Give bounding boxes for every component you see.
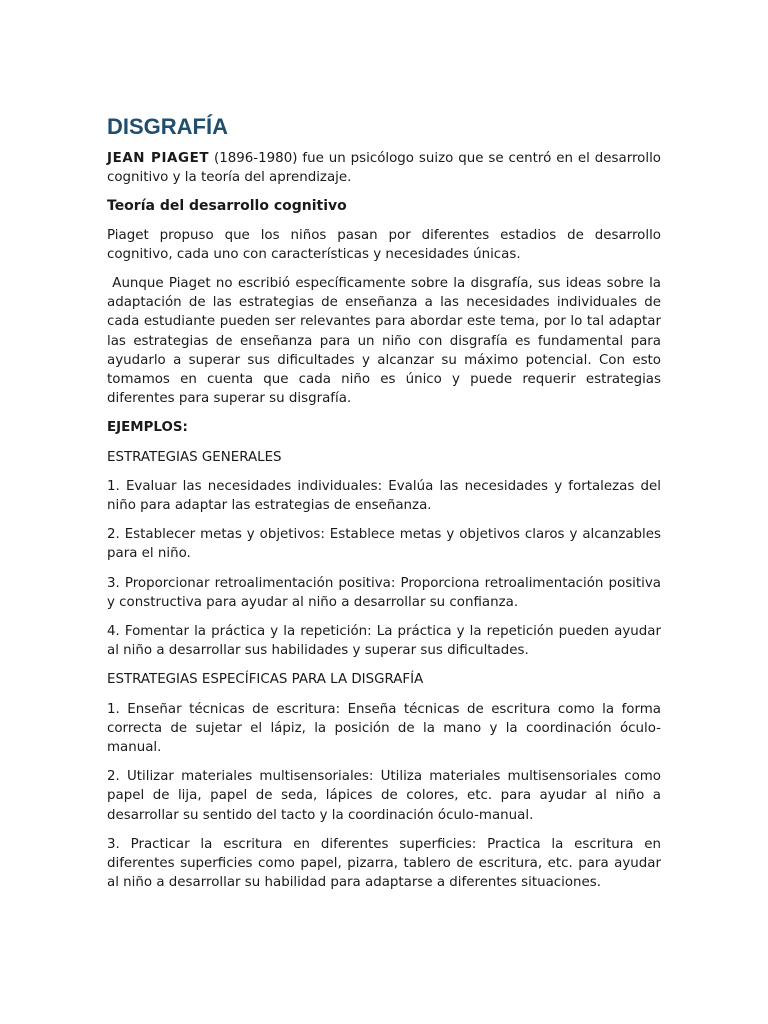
theory-paragraph-1: Piaget propuso que los niños pasan por diferentes estadios de desarrollo cognitivo, cada uno con características y necesidades únicas. <box>107 227 661 262</box>
specific-strategies-heading: ESTRATEGIAS ESPECÍFICAS PARA LA DISGRAFÍA <box>107 672 424 688</box>
intro-text: (1896-1980) fue un psicólogo suizo que se centró en el desarrollo cognitivo y la teoría del aprendizaje. <box>107 151 661 186</box>
intro-name: JEAN PIAGET <box>107 151 210 166</box>
document-page <box>107 113 666 903</box>
general-item-4: 4. Fomentar la práctica y la repetición: La práctica y la repetición pueden ayudar al niño a desarrollar sus habilidades y superar sus dificultades. <box>107 624 661 659</box>
specific-item-1: 1. Enseñar técnicas de escritura: Enseña técnicas de escritura como la forma correcta de sujetar el lápiz, la posición de la mano y la coordinación óculo-manual. <box>107 701 661 756</box>
general-item-2: 2. Establecer metas y objetivos: Establece metas y objetivos claros y alcanzables para el niño. <box>107 527 661 562</box>
general-item-1: 1. Evaluar las necesidades individuales: Evalúa las necesidades y fortalezas del niño para adaptar las estrategias de enseñanza. <box>107 478 661 514</box>
general-item-3: 3. Proporcionar retroalimentación positiva: Proporciona retroalimentación positiva y constructiva para ayudar al niño a desarrollar su confianza. <box>107 575 661 610</box>
specific-item-2: 2. Utilizar materiales multisensoriales: Utiliza materiales multisensoriales como papel de lija, papel de seda, lápices de colores, etc. para ayudar al niño a desarrollar su sentido del tacto y la coordinación óculo-manual. <box>107 769 661 823</box>
theory-heading: Teoría del desarrollo cognitivo <box>107 198 347 215</box>
document-title: DISGRAFÍA <box>107 114 228 139</box>
specific-item-3: 3. Practicar la escritura en diferentes superficies: Practica la escritura en diferentes superficies como papel, pizarra, tablero de escritura, etc. para ayudar al niño a desarrollar su habilidad para adaptarse a diferentes situaciones. <box>107 836 661 891</box>
intro-paragraph <box>107 149 661 187</box>
examples-heading: EJEMPLOS: <box>107 420 188 436</box>
theory-paragraph-2: Aunque Piaget no escribió específicamente sobre la disgrafía, sus ideas sobre la adaptación de las estrategias de enseñanza a las necesidades individuales de cada estudiante pueden ser relevantes para abordar este tema, por lo tal adaptar las estrategias de enseñanza para un niño con disgrafía es fundamental para ayudarlo a superar sus dificultades y alcanzar su máximo potencial. Con esto tomamos en cuenta que cada niño es único y puede requerir estrategias diferentes para superar su disgrafía. <box>107 276 666 407</box>
general-strategies-heading: ESTRATEGIAS GENERALES <box>107 449 282 465</box>
